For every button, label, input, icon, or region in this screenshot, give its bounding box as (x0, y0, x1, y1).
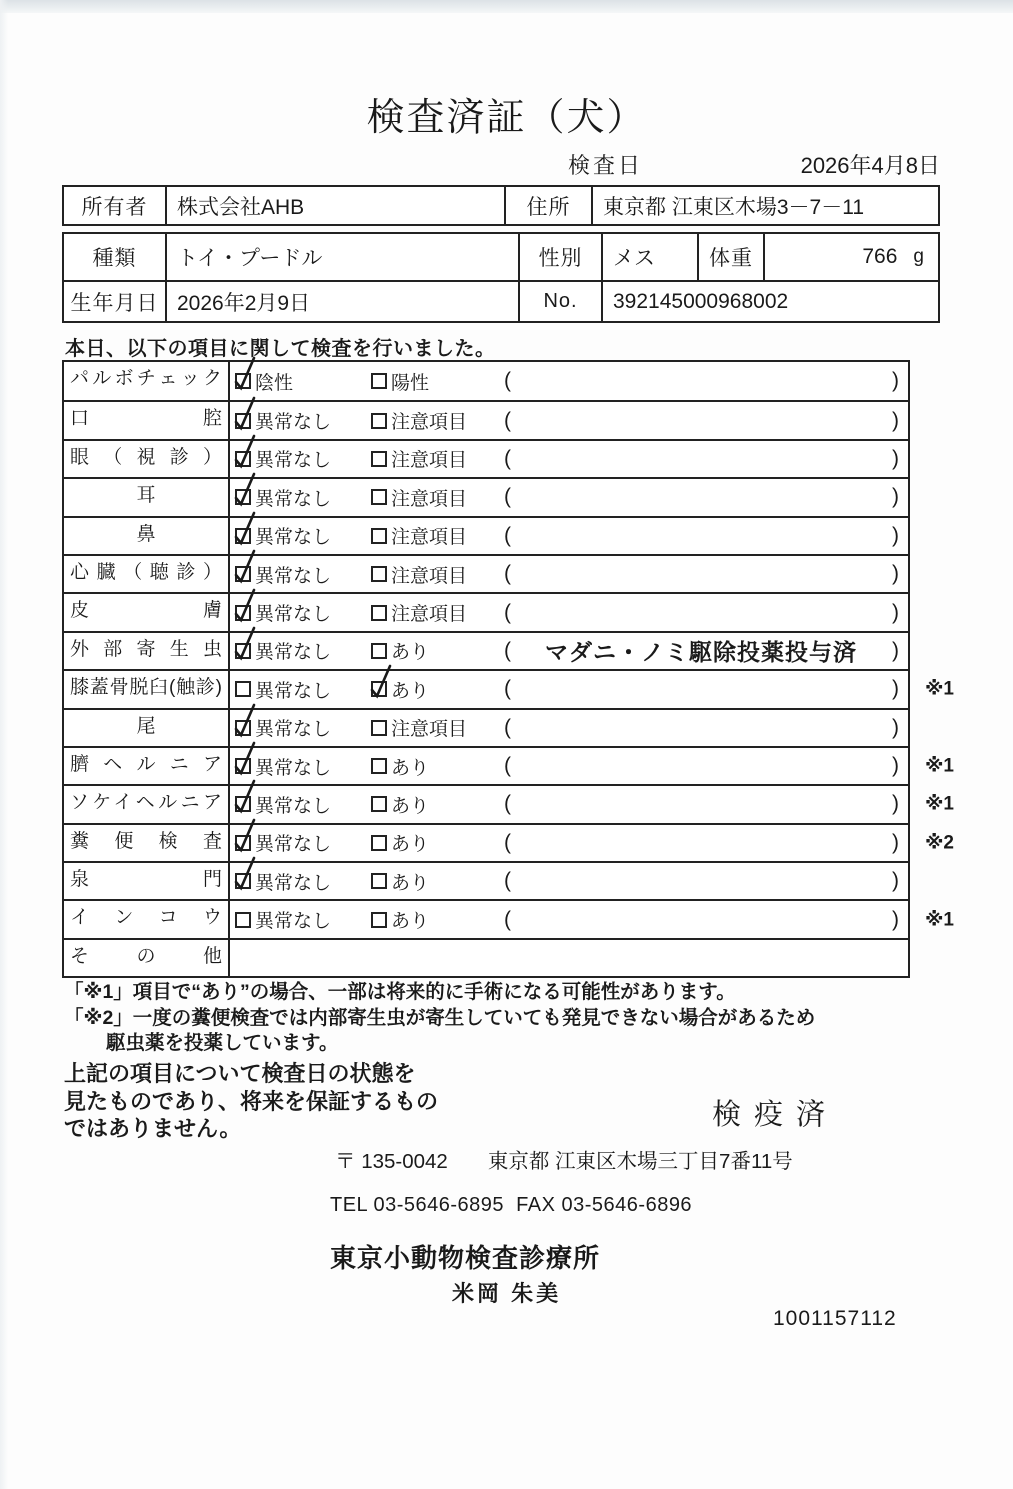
paren-close: ) (892, 369, 899, 393)
checkbox-option[interactable] (371, 671, 429, 707)
inspection-row-values (230, 748, 908, 784)
checkbox-option[interactable] (371, 901, 429, 937)
checkbox-option-label: 異常なし (255, 834, 332, 856)
checkbox-option-label: 異常なし (255, 719, 332, 741)
inspection-row-values (230, 479, 908, 515)
paren-open: ( (504, 523, 511, 547)
inspection-row (64, 439, 908, 477)
finding-text (522, 556, 880, 592)
clinic-name: 東京小動物検査診療所 (330, 1243, 601, 1273)
animal-table (62, 232, 940, 323)
inspection-row-values (230, 441, 908, 477)
inspection-row (64, 516, 908, 554)
finding-text (522, 362, 880, 400)
checked-checkbox-icon[interactable] (235, 605, 251, 621)
footnote-ref-mark: ※1 (924, 755, 954, 777)
inspection-row (64, 708, 908, 746)
inspection-row (64, 938, 908, 976)
inspection-date-row (62, 149, 940, 177)
finding-text (522, 748, 880, 784)
inspection-table (62, 360, 954, 978)
owner-address-value: 東京都 江東区木場3－7－11 (591, 187, 938, 224)
inspection-row (64, 899, 954, 937)
clinic-address: 東京都 江東区木場三丁目7番11号 (487, 1150, 793, 1173)
checked-checkbox-icon[interactable] (235, 373, 251, 389)
checked-checkbox-icon[interactable] (235, 835, 251, 851)
inspection-item-label: 皮膚 (64, 594, 230, 630)
paren-open: ( (504, 677, 511, 701)
inspection-item-label: その他 (64, 940, 230, 976)
unchecked-checkbox-icon[interactable] (235, 681, 251, 697)
paren-close: ) (892, 523, 899, 547)
checkbox-option-label: 異常なし (255, 642, 332, 664)
checkbox-option-label: あり (391, 757, 430, 779)
checkbox-option-label: 異常なし (255, 412, 332, 434)
inspection-row-values (230, 402, 908, 438)
footnote-line: 「※2」一度の糞便検査では内部寄生虫が寄生していても発見できない場合があるため (64, 1006, 816, 1029)
footnote-ref-mark: ※1 (924, 793, 954, 815)
document-title: 検査済証（犬） (366, 97, 647, 139)
checked-checkbox-icon[interactable] (235, 528, 251, 544)
inspection-row (64, 784, 954, 822)
certificate-no-value: 392145000968002 (601, 280, 938, 321)
sex-label: 性別 (518, 234, 601, 280)
checkbox-option-label: 注意項目 (391, 719, 468, 741)
checkbox-option-label: 注意項目 (391, 488, 468, 510)
finding-text (522, 901, 880, 937)
paren-close: ) (892, 715, 899, 739)
inspection-item-label: パルボチェック (64, 362, 230, 400)
paren-close: ) (892, 446, 899, 470)
unchecked-checkbox-icon[interactable] (371, 373, 387, 389)
intro-statement: 本日、以下の項目に関して検査を行いました。 (65, 338, 496, 360)
checkbox-option[interactable] (235, 901, 331, 937)
finding-text: マダニ・ノミ駆除投薬投与済 (545, 639, 857, 666)
paren-open: ( (504, 907, 511, 931)
inspection-row-values (230, 786, 908, 822)
paren-close: ) (892, 677, 899, 701)
inspection-item-label: 尾 (64, 710, 230, 746)
checked-checkbox-icon[interactable] (371, 681, 387, 697)
scan-edge-artifact-left (0, 0, 8, 1489)
paren-close: ) (892, 754, 899, 778)
paren-open: ( (504, 600, 511, 624)
checkbox-option-label: 異常なし (255, 450, 332, 472)
finding-text (522, 518, 880, 554)
owner-label: 所有者 (81, 195, 148, 219)
unchecked-checkbox-icon[interactable] (371, 758, 387, 774)
paren-open: ( (504, 715, 511, 739)
checkbox-option[interactable] (235, 863, 331, 899)
checkbox-option[interactable] (371, 518, 467, 554)
inspection-row-values (230, 901, 908, 937)
checked-checkbox-icon[interactable] (235, 566, 251, 582)
inspection-row (64, 362, 908, 400)
paren-close: ) (892, 869, 899, 893)
paren-open: ( (504, 369, 511, 393)
unchecked-checkbox-icon[interactable] (371, 643, 387, 659)
owner-address-label: 住所 (504, 187, 591, 224)
paren-close: ) (892, 600, 899, 624)
checkbox-option[interactable] (371, 594, 467, 630)
breed-label: 種類 (92, 247, 137, 270)
checkbox-option-label: 異常なし (255, 757, 332, 779)
unchecked-checkbox-icon[interactable] (371, 413, 387, 429)
checkbox-option[interactable] (235, 633, 331, 669)
inspection-item-label: 臍ヘルニア (64, 748, 230, 784)
checkbox-option-label: 注意項目 (391, 565, 468, 587)
paren-open: ( (504, 869, 511, 893)
inspection-item-label: 口腔 (64, 402, 230, 438)
unchecked-checkbox-icon[interactable] (371, 720, 387, 736)
quarantine-stamp: 検疫済 (712, 1099, 839, 1131)
paren-open: ( (504, 638, 511, 662)
checked-checkbox-icon[interactable] (235, 643, 251, 659)
inspection-row (64, 669, 954, 707)
inspection-row-values (230, 940, 908, 976)
checkbox-option-label: 異常なし (255, 488, 332, 510)
breed-value: トイ・プードル (165, 234, 518, 280)
checkbox-option-label: あり (391, 911, 430, 933)
checked-checkbox-icon[interactable] (235, 873, 251, 889)
inspection-row-values (230, 594, 908, 630)
checkbox-option-label: あり (391, 680, 430, 702)
unchecked-checkbox-icon[interactable] (371, 873, 387, 889)
checked-checkbox-icon[interactable] (235, 451, 251, 467)
finding-text (522, 671, 880, 707)
owner-table (62, 185, 940, 226)
paren-open: ( (504, 792, 511, 816)
finding-text (522, 594, 880, 630)
paren-close: ) (892, 485, 899, 509)
paren-close: ) (892, 562, 899, 586)
owner-value: 株式会社AHB (165, 187, 504, 224)
paren-close: ) (892, 638, 899, 662)
weight-value: 766 (862, 245, 898, 268)
paren-open: ( (504, 562, 511, 586)
inspection-row (64, 554, 908, 592)
checkbox-option[interactable] (371, 863, 429, 899)
disclaimer-line: 上記の項目について検査日の状態を (64, 1061, 416, 1086)
checkbox-option[interactable] (371, 362, 429, 400)
disclaimer-line: ではありません。 (64, 1116, 242, 1141)
checkbox-option-label: あり (391, 642, 430, 664)
checkbox-option-label: 注意項目 (391, 450, 468, 472)
checkbox-option-label: 異常なし (255, 795, 332, 817)
inspection-item-label: 膝蓋骨脱臼(触診) (64, 671, 230, 707)
inspection-item-label: 心臓（聴診） (64, 556, 230, 592)
weight-label: 体重 (697, 234, 763, 280)
unchecked-checkbox-icon[interactable] (371, 605, 387, 621)
sex-value: メス (601, 234, 697, 280)
inspection-row-values (230, 633, 908, 669)
paren-close: ) (892, 408, 899, 432)
paren-close: ) (892, 907, 899, 931)
paren-close: ) (892, 792, 899, 816)
inspection-row-values (230, 825, 908, 861)
paren-close: ) (892, 830, 899, 854)
inspection-row (64, 746, 954, 784)
checkbox-option[interactable] (371, 825, 429, 861)
checkbox-option-label: 異常なし (255, 872, 332, 894)
serial-number: 1001157112 (773, 1307, 897, 1330)
disclaimer-line: 見たものであり、将来を保証するもの (64, 1088, 439, 1114)
inspection-item-label: 外部寄生虫 (64, 633, 230, 669)
checkbox-option[interactable] (371, 786, 429, 822)
checkbox-option-label: 陰性 (255, 372, 294, 394)
checkbox-option-label: 注意項目 (391, 412, 468, 434)
checkbox-option-label: 陽性 (391, 372, 430, 394)
checkbox-option[interactable] (371, 402, 467, 438)
clinic-address-line (335, 1144, 793, 1174)
inspection-row-values (230, 362, 908, 400)
inspection-row-values (230, 556, 908, 592)
inspection-item-label: 耳 (64, 479, 230, 515)
inspection-row (64, 400, 908, 438)
finding-text (522, 441, 880, 477)
checkbox-option[interactable] (371, 556, 467, 592)
unchecked-checkbox-icon[interactable] (371, 451, 387, 467)
checkbox-option-label: 注意項目 (391, 527, 468, 549)
unchecked-checkbox-icon[interactable] (371, 835, 387, 851)
inspection-date-label: 検査日 (568, 153, 644, 178)
checked-checkbox-icon[interactable] (235, 489, 251, 505)
inspection-row (64, 631, 908, 669)
footnote-ref-mark: ※1 (924, 909, 954, 931)
footnote-line: 「※1」項目で“あり”の場合、一部は将来的に手術になる可能性があります。 (64, 981, 736, 1003)
birth-date-value: 2026年2月9日 (165, 280, 518, 321)
inspection-row-values (230, 671, 908, 707)
veterinarian-name: 米岡 朱美 (452, 1281, 562, 1306)
footnote-ref-mark: ※1 (924, 678, 954, 700)
weight-unit: g (913, 246, 924, 267)
finding-text (522, 825, 880, 861)
footnotes-block (64, 980, 815, 1057)
inspection-row (64, 823, 954, 861)
finding-text (522, 402, 880, 438)
checkbox-option-label: あり (391, 872, 430, 894)
inspection-item-label: 糞便検査 (64, 825, 230, 861)
paren-open: ( (504, 485, 511, 509)
checkbox-option-label: 異常なし (255, 604, 332, 626)
inspection-row (64, 477, 908, 515)
checkbox-option[interactable] (371, 441, 467, 477)
paren-open: ( (504, 830, 511, 854)
paren-open: ( (504, 754, 511, 778)
paren-open: ( (504, 408, 511, 432)
checkbox-option-label: あり (391, 795, 430, 817)
finding-text (522, 710, 880, 746)
checkbox-option[interactable] (371, 710, 467, 746)
inspection-item-label: 眼（視診） (64, 441, 230, 477)
finding-text (522, 479, 880, 515)
inspection-item-label: 鼻 (64, 518, 230, 554)
checkbox-option-label: 異常なし (255, 680, 332, 702)
clinic-postal-code: 〒 135-0042 (335, 1150, 448, 1173)
inspection-row (64, 592, 908, 630)
inspection-row-values (230, 863, 908, 899)
unchecked-checkbox-icon[interactable] (371, 489, 387, 505)
finding-text (522, 786, 880, 822)
footnote-ref-mark: ※2 (924, 832, 954, 854)
checked-checkbox-icon[interactable] (235, 720, 251, 736)
checked-checkbox-icon[interactable] (235, 796, 251, 812)
inspection-item-label: インコウ (64, 901, 230, 937)
paren-open: ( (504, 446, 511, 470)
inspection-date-value: 2026年4月8日 (800, 153, 940, 178)
checkbox-option[interactable] (371, 748, 429, 784)
checkbox-option-label: 異常なし (255, 911, 332, 933)
unchecked-checkbox-icon[interactable] (371, 796, 387, 812)
clinic-tel-fax: TEL 03-5646-6895 FAX 03-5646-6896 (330, 1194, 693, 1216)
checked-checkbox-icon[interactable] (235, 758, 251, 774)
inspection-item-label: 泉門 (64, 863, 230, 899)
checkbox-option-label: 異常なし (255, 565, 332, 587)
birth-date-label: 生年月日 (64, 280, 165, 321)
inspection-item-label: ソケイヘルニア (64, 786, 230, 822)
scan-edge-artifact-top (0, 0, 1013, 13)
disclaimer-block (64, 1060, 438, 1143)
footnote-line: 駆虫薬を投薬しています。 (106, 1032, 339, 1054)
checkbox-option[interactable] (371, 479, 467, 515)
certificate-no-label: No. (518, 280, 601, 321)
checkbox-option-label: 注意項目 (391, 604, 468, 626)
checkbox-option-label: あり (391, 834, 430, 856)
checked-checkbox-icon[interactable] (235, 413, 251, 429)
checkbox-option-label: 異常なし (255, 527, 332, 549)
inspection-row (64, 861, 908, 899)
finding-text (522, 863, 880, 899)
inspection-row-values (230, 710, 908, 746)
unchecked-checkbox-icon[interactable] (235, 912, 251, 928)
unchecked-checkbox-icon[interactable] (371, 912, 387, 928)
unchecked-checkbox-icon[interactable] (371, 566, 387, 582)
unchecked-checkbox-icon[interactable] (371, 528, 387, 544)
weight-value-cell (763, 234, 938, 280)
inspection-row-values (230, 518, 908, 554)
